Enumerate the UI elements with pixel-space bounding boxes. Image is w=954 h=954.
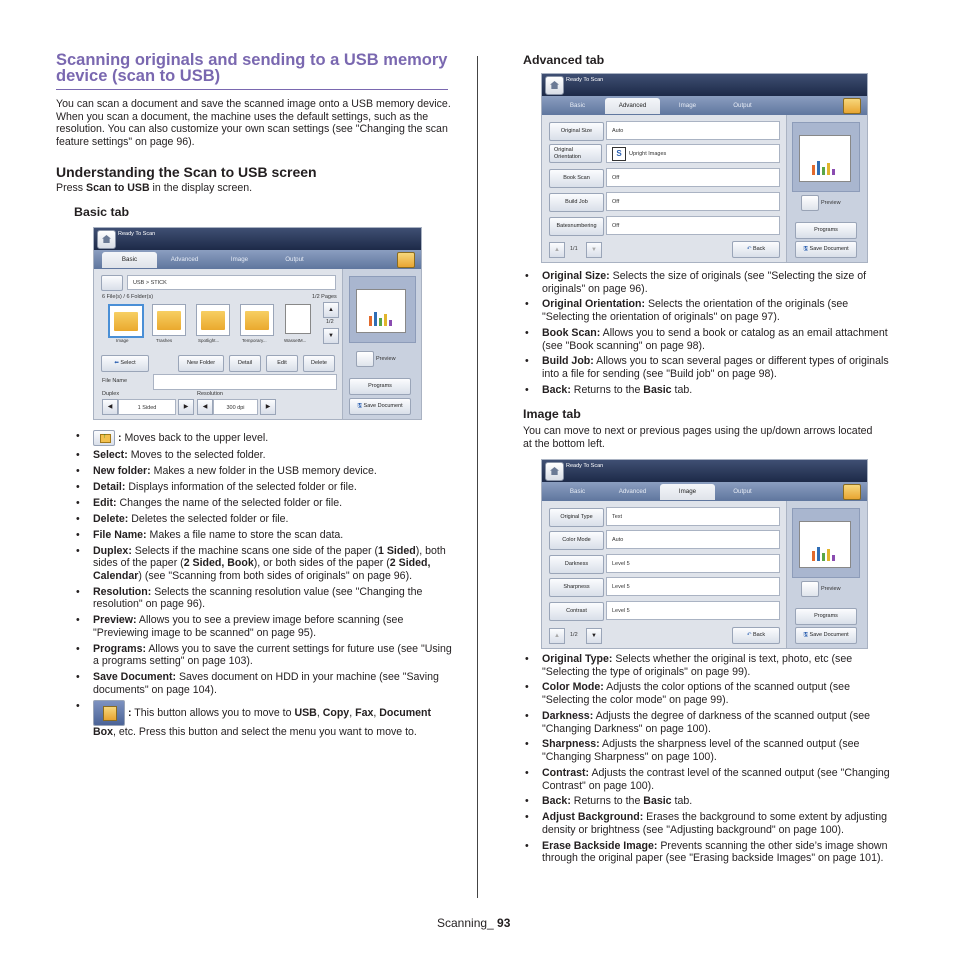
preview-label: Preview	[376, 356, 396, 362]
folder-label: Temporary...	[242, 338, 267, 343]
list-item: • Resolution: Selects the scanning resolution value (see "Changing the resolution" on page 96).	[74, 586, 454, 611]
programs-button[interactable]: Programs	[349, 378, 411, 395]
list-item: • Darkness: Adjusts the degree of darkness of the scanned output (see "Changing Darkness" on page 100).	[523, 710, 898, 735]
folder-label: WassetM...	[284, 338, 307, 343]
sharpness-value: Level 5	[606, 577, 780, 596]
image-tab-list	[523, 653, 898, 868]
folder-image[interactable]	[108, 304, 144, 338]
menu-icon[interactable]	[843, 98, 861, 114]
list-item: • Book Scan: Allows you to send a book or catalog as an email attachment (see "Book scanning" on page 98).	[523, 327, 898, 352]
list-item: • Build Job: Allows you to scan several pages or different types of originals into a file for sending (see "Build job" on page 98).	[523, 355, 898, 380]
preview-thumbnail	[356, 289, 406, 333]
contrast-value: Level 5	[606, 601, 780, 620]
page-indicator: 1/2	[570, 632, 578, 638]
list-item: • Edit: Changes the name of the selected folder or file.	[74, 497, 454, 510]
file-icon[interactable]	[285, 304, 311, 334]
resolution-value: 300 dpi	[213, 399, 258, 415]
original-size-value: Auto	[606, 121, 780, 140]
page-up-button[interactable]: ▲	[549, 628, 565, 644]
save-document-button[interactable]: 🖫 Save Document	[795, 241, 857, 258]
save-document-button[interactable]: 🖫 Save Document	[795, 627, 857, 644]
basic-tab-screenshot	[93, 227, 422, 420]
original-orientation-value: Upright Images	[606, 144, 780, 163]
select-button[interactable]: ⬅ Select	[101, 355, 149, 372]
tab-output[interactable]: Output	[285, 256, 304, 263]
page-count: 1/2 Pages	[312, 294, 337, 300]
image-tab-heading: Image tab	[523, 407, 581, 421]
folder-trashes[interactable]	[152, 304, 186, 336]
list-item: • Select: Moves to the selected folder.	[74, 449, 454, 462]
up-level-icon: • ↑	[93, 430, 115, 446]
duplex-value: 1 Sided	[118, 399, 176, 415]
resolution-prev-button[interactable]: ◀	[197, 399, 213, 415]
list-item: • Original Orientation: Selects the orientation of the originals (see "Selecting the orientation of originals" on page 97).	[523, 298, 898, 323]
image-tab-screenshot	[541, 459, 868, 649]
advanced-tab-heading: Advanced tab	[523, 53, 605, 67]
ready-status: Ready To Scan	[118, 231, 156, 237]
tab-basic[interactable]: Basic	[569, 488, 586, 495]
batesnumbering-value: Off	[606, 216, 780, 235]
book-scan-button[interactable]: Book Scan	[549, 169, 604, 188]
list-item: • Save Document: Saves document on HDD in your machine (see "Saving documents" on page 104).	[74, 671, 454, 696]
tab-basic[interactable]: Basic	[569, 102, 586, 109]
duplex-prev-button[interactable]: ◀	[102, 399, 118, 415]
list-item: • ↑ : Moves back to the upper level.	[74, 430, 454, 446]
list-item: • File Name: Makes a file name to store the scan data.	[74, 529, 454, 542]
list-item: • Preview: Allows you to see a preview image before scanning (see "Previewing image to be scanned" on page 95).	[74, 614, 454, 639]
file-count: 6 File(s) / 6 Folder(s)	[102, 294, 154, 300]
ready-status: Ready To Scan	[566, 463, 604, 469]
original-type-button[interactable]: Original Type	[549, 508, 604, 527]
advanced-tab-screenshot	[541, 73, 868, 263]
folder-label: Trashes	[156, 338, 173, 343]
page-footer: Scanning_ 93	[437, 916, 511, 930]
list-item: • Original Size: Selects the size of originals (see "Selecting the size of originals" on page 96).	[523, 270, 898, 295]
preview-thumbnail	[799, 135, 851, 182]
preview-checkbox[interactable]	[356, 351, 374, 367]
page-down-button[interactable]: ▼	[586, 242, 602, 258]
folder-spotlight[interactable]	[196, 304, 230, 336]
list-item: • Duplex: Selects if the machine scans one side of the paper (1 Sided), both sides of the paper (2 Sided, Book), or both sides of the paper (2 Sided, Calendar) (see "Scanning from both sides of originals" on page 96).	[74, 545, 454, 583]
menu-icon	[93, 700, 125, 726]
list-item: • Color Mode: Adjusts the color options of the scanned output (see "Selecting the color mode" on page 99).	[523, 681, 898, 706]
batesnumbering-button[interactable]: Batesnumbering	[549, 217, 604, 236]
understanding-heading: Understanding the Scan to USB screen	[56, 164, 317, 180]
folder-label: Image	[116, 338, 129, 343]
basic-tab-heading: Basic tab	[74, 205, 130, 219]
preview-checkbox[interactable]	[801, 581, 819, 597]
list-item: • Original Type: Selects whether the original is text, photo, etc (see "Selecting the type of originals" on page 99).	[523, 653, 898, 678]
orientation-icon: S	[612, 147, 626, 161]
preview-label: Preview	[821, 586, 841, 592]
menu-icon[interactable]	[843, 484, 861, 500]
darkness-button[interactable]: Darkness	[549, 555, 604, 574]
list-item: • Delete: Deletes the selected folder or file.	[74, 513, 454, 526]
tab-advanced[interactable]: Advanced	[618, 488, 647, 495]
duplex-label: Duplex	[102, 391, 120, 397]
original-size-button[interactable]: Original Size	[549, 122, 604, 141]
darkness-value: Level 5	[606, 554, 780, 573]
resolution-label: Resolution	[197, 391, 223, 397]
list-item: • Contrast: Adjusts the contrast level of the scanned output (see "Changing Contrast" on page 100).	[523, 767, 898, 792]
list-item: • New folder: Makes a new folder in the USB memory device.	[74, 465, 454, 478]
original-orientation-button[interactable]: Original Orientation	[549, 144, 602, 163]
tab-advanced[interactable]: Advanced	[170, 256, 199, 263]
tab-output[interactable]: Output	[733, 488, 752, 495]
path-field: USB > STICK	[127, 275, 336, 290]
book-scan-value: Off	[606, 168, 780, 187]
page-indicator: 1/2	[326, 319, 334, 325]
list-item: • Back: Returns to the Basic tab.	[523, 795, 898, 808]
list-item: • Adjust Background: Erases the background to some extent by adjusting density or brightness (see "Adjusting background" on page 100).	[523, 811, 898, 836]
intro-paragraph: You can scan a document and save the scanned image onto a USB memory device. When you scan a document, the machine uses the default settings, such as the resolution. You can also customize your own scan settings (see "Changing the scan feature settings" on page 96).	[56, 98, 451, 148]
delete-button[interactable]: Delete	[303, 355, 335, 372]
duplex-next-button[interactable]: ▶	[178, 399, 194, 415]
home-icon[interactable]	[545, 76, 564, 95]
page-down-button[interactable]: ▼	[586, 628, 602, 644]
preview-thumbnail	[799, 521, 851, 568]
page-title: Scanning originals and sending to a USB memory device (scan to USB)	[56, 51, 448, 85]
contrast-button[interactable]: Contrast	[549, 602, 604, 621]
save-document-button[interactable]: 🖫 Save Document	[349, 398, 411, 415]
tab-image[interactable]: Image	[660, 484, 715, 500]
list-item: • Erase Backside Image: Prevents scanning the other side’s image shown through the original paper (see "Erasing backside Images" on page 101).	[523, 840, 898, 865]
sharpness-button[interactable]: Sharpness	[549, 578, 604, 597]
new-folder-button[interactable]: New Folder	[178, 355, 224, 372]
advanced-tab-list	[523, 270, 898, 400]
preview-checkbox[interactable]	[801, 195, 819, 211]
back-button[interactable]: ↶ Back	[732, 241, 780, 258]
up-level-button[interactable]	[101, 275, 123, 291]
menu-icon[interactable]	[397, 252, 415, 268]
basic-tab-list	[74, 430, 454, 742]
tab-output[interactable]: Output	[733, 102, 752, 109]
scroll-down-button[interactable]: ▼	[323, 328, 339, 344]
file-name-field[interactable]	[153, 374, 337, 390]
page-indicator: 1/1	[570, 246, 578, 252]
file-name-label: File Name	[102, 378, 128, 384]
build-job-button[interactable]: Build Job	[549, 193, 604, 212]
back-button[interactable]: ↶ Back	[732, 627, 780, 644]
programs-button[interactable]: Programs	[795, 608, 857, 625]
color-mode-value: Auto	[606, 530, 780, 549]
column-divider	[477, 56, 478, 898]
original-type-value: Text	[606, 507, 780, 526]
image-tab-intro: You can move to next or previous pages using the up/down arrows located at the bottom left.	[523, 425, 873, 450]
programs-button[interactable]: Programs	[795, 222, 857, 239]
edit-button[interactable]: Edit	[266, 355, 298, 372]
build-job-value: Off	[606, 192, 780, 211]
detail-button[interactable]: Detail	[229, 355, 261, 372]
folder-temporary[interactable]	[240, 304, 274, 336]
tab-basic[interactable]: Basic	[102, 252, 157, 268]
list-item: • Detail: Displays information of the selected folder or file.	[74, 481, 454, 494]
ready-status: Ready To Scan	[566, 77, 604, 83]
home-icon[interactable]	[545, 462, 564, 481]
list-item: • Programs: Allows you to save the current settings for future use (see "Using a programs setting" on page 103).	[74, 643, 454, 668]
tab-advanced[interactable]: Advanced	[605, 98, 660, 114]
folder-label: Spotlight...	[198, 338, 220, 343]
scroll-up-button[interactable]: ▲	[323, 302, 339, 318]
title-divider	[56, 89, 448, 90]
home-icon[interactable]	[97, 230, 116, 249]
list-item: • Sharpness: Adjusts the sharpness level of the scanned output (see "Changing Sharpness" on page 100).	[523, 738, 898, 763]
color-mode-button[interactable]: Color Mode	[549, 531, 604, 550]
press-instruction: Press Scan to USB in the display screen.	[56, 182, 253, 194]
resolution-next-button[interactable]: ▶	[260, 399, 276, 415]
tab-image[interactable]: Image	[230, 256, 249, 263]
list-item: • : This button allows you to move to USB, Copy, Fax, Document Box, etc. Press this button and select the menu you want to move to.	[74, 700, 454, 739]
preview-label: Preview	[821, 200, 841, 206]
page-up-button[interactable]: ▲	[549, 242, 565, 258]
list-item: • Back: Returns to the Basic tab.	[523, 384, 898, 397]
tab-image[interactable]: Image	[678, 102, 697, 109]
